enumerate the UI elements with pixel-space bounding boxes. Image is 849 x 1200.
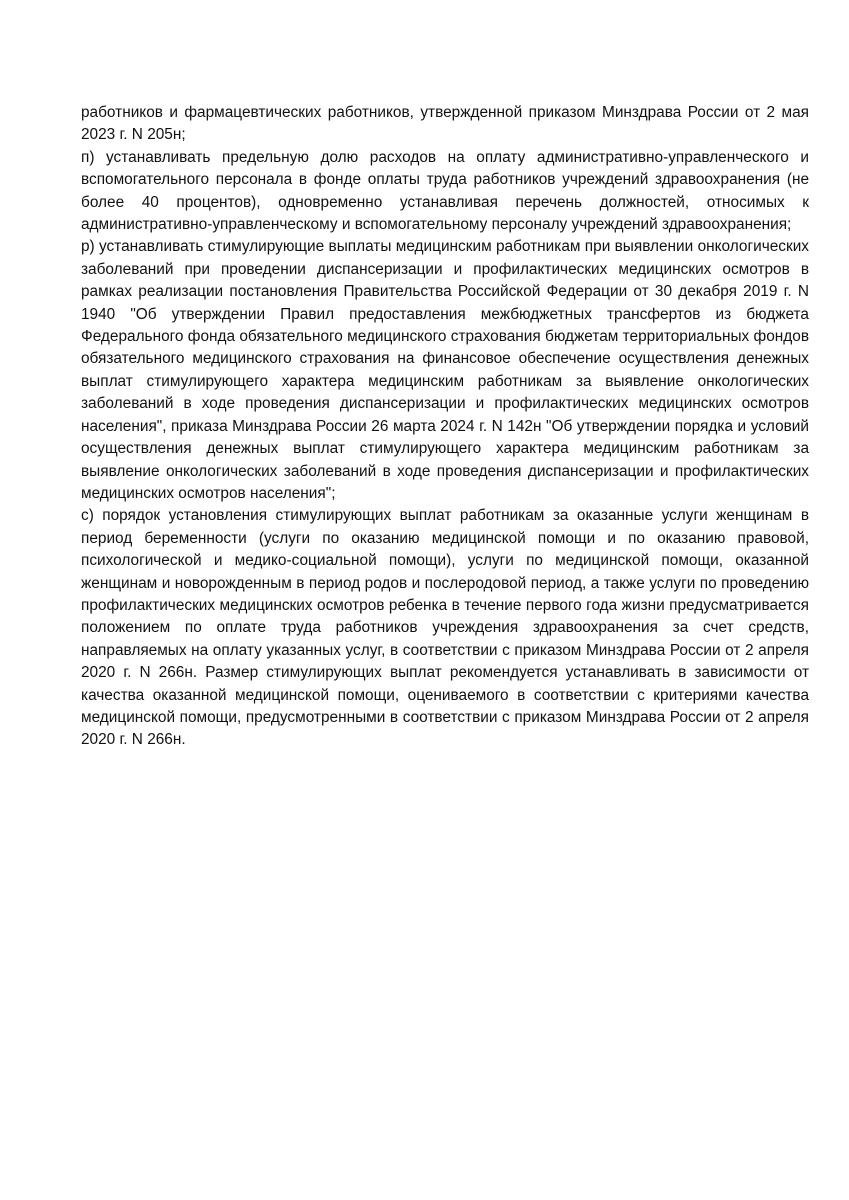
- document-body: [81, 102, 809, 752]
- paragraph-item-r: р) устанавливать стимулирующие выплаты медицинским работникам при выявлении онкологических заболеваний при проведении диспансеризации и профилактических медицинских осмотров в рамках реализации постановления Правительства Российской Федерации от 30 декабря 2019 г. N 1940 "Об утверждении Правил предоставления межбюджетных трансфертов из бюджета Федерального фонда обязательного медицинского страхования бюджетам территориальных фондов обязательного медицинского страхования на финансовое обеспечение осуществления денежных выплат стимулирующего характера медицинским работникам за выявление онкологических заболеваний в ходе проведения диспансеризации и профилактических медицинских осмотров населения", приказа Минздрава России 26 марта 2024 г. N 142н "Об утверждении порядка и условий осуществления денежных выплат стимулирующего характера медицинским работникам за выявление онкологических заболеваний в ходе проведения диспансеризации и профилактических медицинских осмотров населения";: [81, 238, 809, 502]
- paragraph-item-p: п) устанавливать предельную долю расходов на оплату административно-управленческого и вспомогательного персонала в фонде оплаты труда работников учреждений здравоохранения (не более 40 процентов), одновременно устанавливая перечень должностей, относимых к административно-управленческому и вспомогательному персоналу учреждений здравоохранения;: [81, 148, 809, 234]
- paragraph-item-s: с) порядок установления стимулирующих выплат работникам за оказанные услуги женщинам в период беременности (услуги по оказанию медицинской помощи и по оказанию правовой, психологической и медико-социальной помощи), услуги по медицинской помощи, оказанной женщинам и новорожденным в период родов и послеродовой период, а также услуги по проведению профилактических медицинских осмотров ребенка в течение первого года жизни предусматривается положением по оплате труда работников учреждения здравоохранения за счет средств, направляемых на оплату указанных услуг, в соответствии с приказом Минздрава России от 2 апреля 2020 г. N 266н. Размер стимулирующих выплат рекомендуется устанавливать в зависимости от качества оказанной медицинской помощи, оцениваемого в соответствии с критериями качества медицинской помощи, предусмотренными в соответствии с приказом Минздрава России от 2 апреля 2020 г. N 266н.: [81, 507, 809, 749]
- paragraph-continuation: работников и фармацевтических работников, утвержденной приказом Минздрава России от 2 мая 2023 г. N 205н;: [81, 104, 809, 144]
